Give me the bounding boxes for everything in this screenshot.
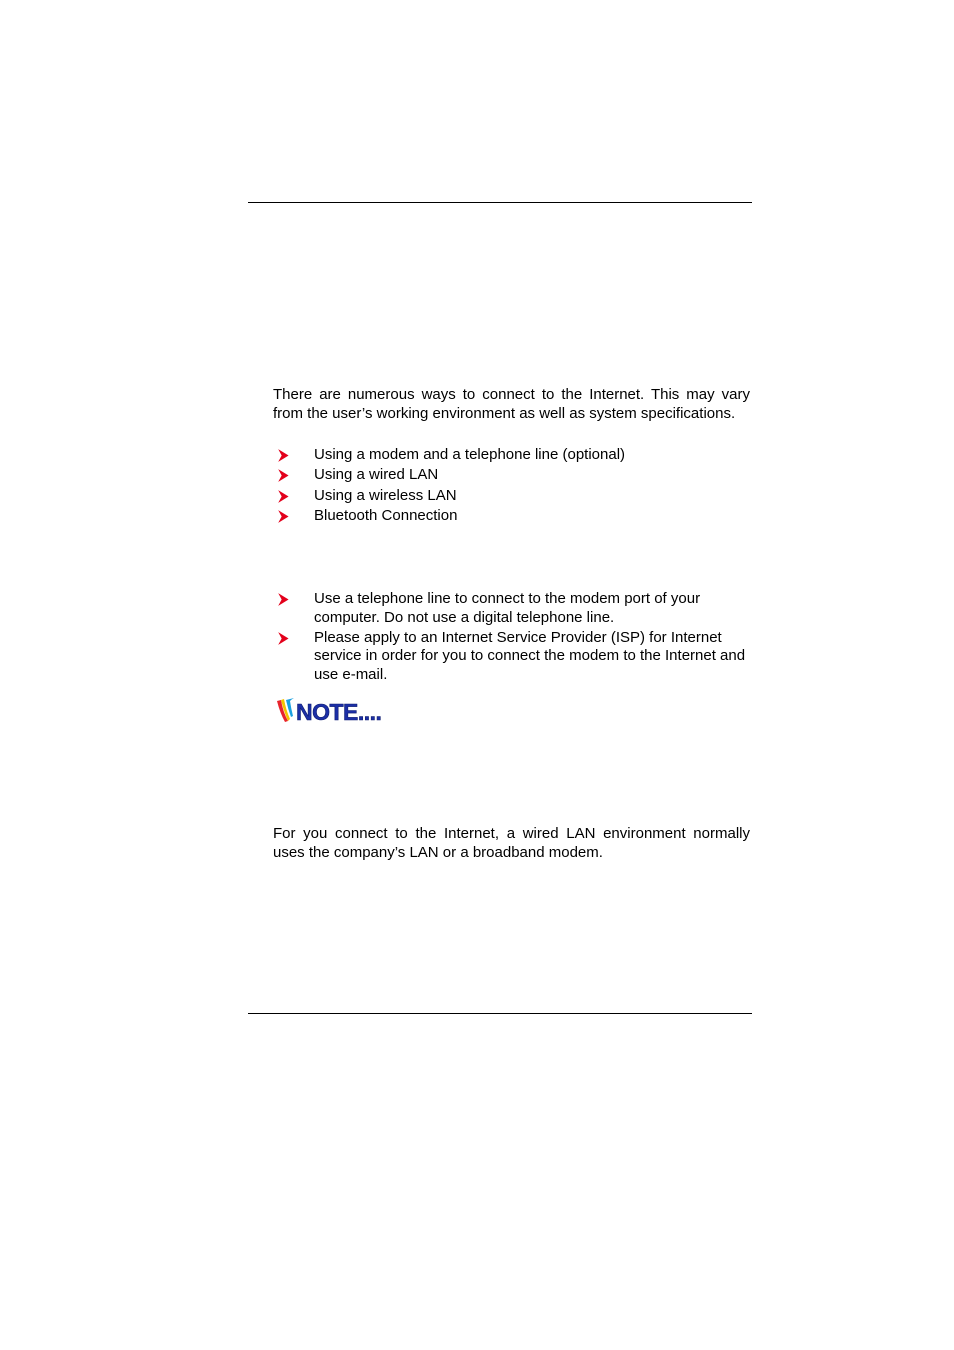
list-item-label: Using a modem and a telephone line (optional) — [314, 446, 626, 463]
connection-methods-list — [273, 446, 750, 527]
list-item — [273, 466, 750, 485]
list-item — [273, 590, 750, 627]
arrow-bullet-icon — [278, 446, 290, 464]
list-item — [273, 446, 750, 465]
list-item — [273, 629, 750, 685]
footer-rule — [248, 1013, 752, 1014]
arrow-bullet-icon — [278, 466, 290, 484]
note-badge-text: NOTE.... — [296, 699, 382, 725]
modem-steps-list — [273, 590, 750, 686]
list-item-label: Using a wireless LAN — [314, 486, 457, 504]
arrow-bullet-icon — [278, 507, 290, 525]
header-rule — [248, 202, 752, 203]
list-item-label: Please apply to an Internet Service Provider (ISP) for Internet service in order for you to connect the modem to the Internet and use e-mail. — [314, 628, 746, 683]
list-item — [273, 507, 750, 526]
list-item-label: Use a telephone line to connect to the modem port of your computer. Do not use a digital telephone line. — [314, 590, 701, 626]
note-badge-icon — [275, 697, 409, 725]
list-item-label: Bluetooth Connection — [314, 506, 458, 524]
list-item-label: Using a wired LAN — [314, 466, 439, 484]
wired-lan-paragraph: For you connect to the Internet, a wired LAN environment normally uses the company’s LAN or a broadband modem. — [273, 825, 750, 861]
arrow-bullet-icon — [278, 487, 290, 505]
arrow-bullet-icon — [278, 590, 290, 608]
arrow-bullet-icon — [278, 629, 290, 647]
intro-paragraph: There are numerous ways to connect to the Internet. This may vary from the user’s working environment as well as system specifications. — [273, 386, 750, 422]
list-item — [273, 487, 750, 506]
